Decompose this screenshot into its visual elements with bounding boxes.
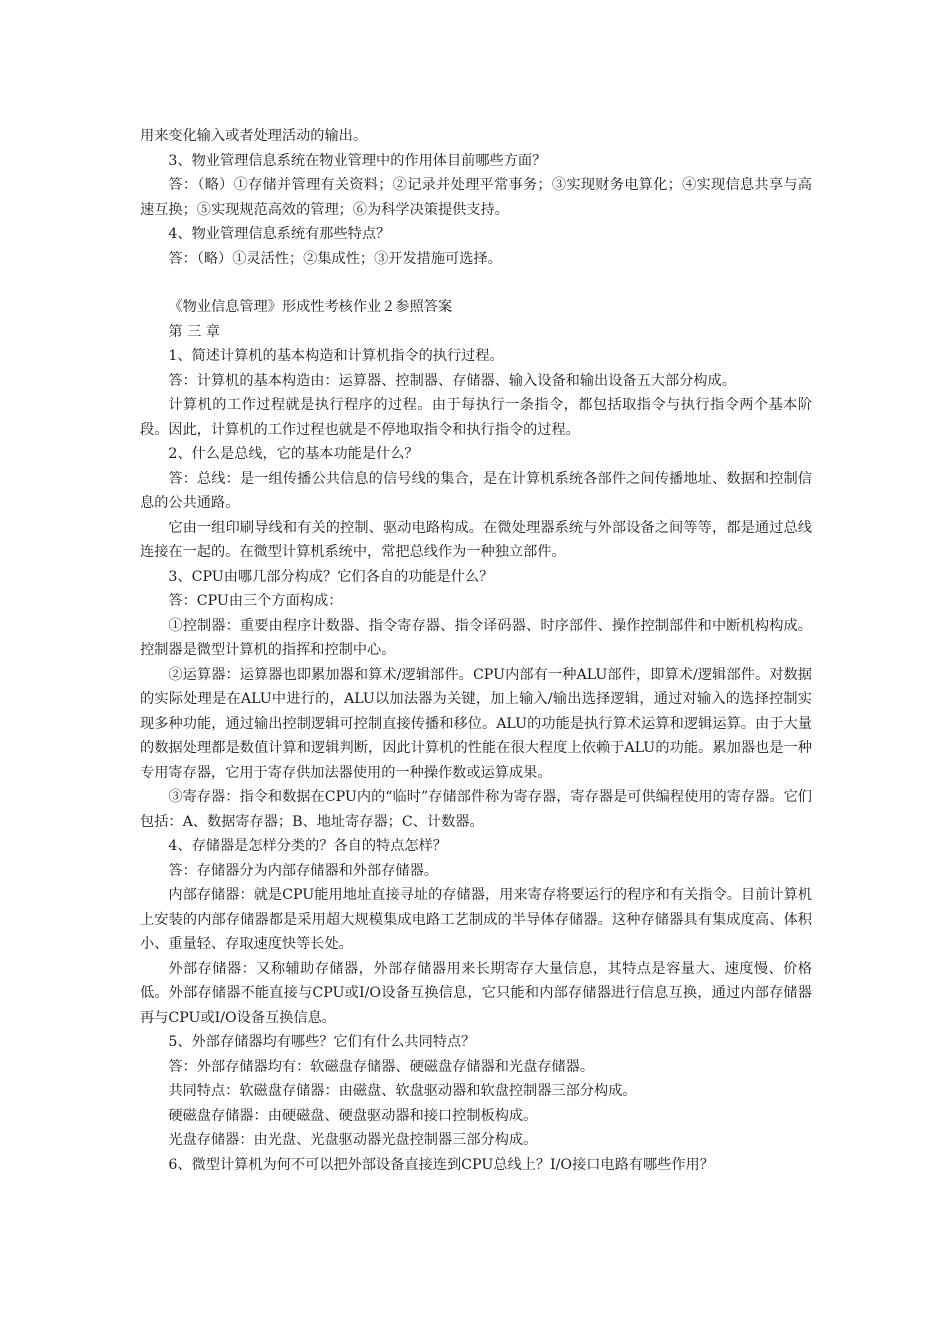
answer-paragraph: 答：（略）①灵活性；②集成性；③开发措施可选择。: [168, 250, 502, 267]
document-page: [140, 124, 812, 1177]
answer-paragraph: ②运算器：运算器也即累加器和算术/逻辑部件。CPU内部有一种ALU部件，即算术/逻辑部件。对数据的实际处理是在ALU中进行的，ALU以加法器为关键，加上输入/输出选择逻辑，通过对输入的选择控制实现多种功能，通过输出控制逻辑可控制直接传播和移位。ALU的功能是执行算术运算和逻辑运算。由于大量的数据处理都是数值计算和逻辑判断，因此计算机的性能在很大程度上依赖于ALU的功能。累加器也是一种专用寄存器，它用于寄存供加法器使用的一种操作数或运算成果。: [140, 666, 812, 781]
answer-paragraph: 答：计算机的基本构造由：运算器、控制器、存储器、输入设备和输出设备五大部分构成。: [168, 372, 736, 389]
question-heading: 3、物业管理信息系统在物业管理中的作用体目前哪些方面？: [168, 152, 547, 169]
answer-paragraph: 共同特点：软磁盘存储器：由磁盘、软盘驱动器和软盘控制器三部分构成。: [168, 1083, 637, 1099]
question-heading: 5、外部存储器均有哪些？它们有什么共同特点？: [168, 1034, 476, 1050]
question-heading: 2、什么是总线，它的基本功能是什么？: [168, 446, 419, 462]
answer-paragraph: 答：外部存储器均有：软磁盘存储器、硬磁盘存储器和光盘存储器。: [168, 1058, 595, 1075]
section-title: 《物业信息管理》形成性考核作业２参照答案: [168, 299, 453, 315]
question-heading: 1、简述计算机的基本构造和计算机指令的执行过程。: [168, 348, 504, 364]
answer-paragraph: ①控制器：重要由程序计数器、指令寄存器、指令译码器、时序部件、操作控制部件和中断机构构成。控制器是微型计算机的指挥和控制中心。: [140, 617, 812, 658]
answer-paragraph: 答：CPU由三个方面构成：: [168, 593, 343, 609]
paragraph: 用来变化输入或者处理活动的输出。: [140, 128, 368, 144]
answer-paragraph: 它由一组印刷导线和有关的控制、驱动电路构成。在微处理器系统与外部设备之间等等，都是通过总线连接在一起的。在微型计算机系统中，常把总线作为一种独立部件。: [140, 519, 812, 560]
question-heading: 4、物业管理信息系统有那些特点？: [168, 226, 391, 242]
answer-paragraph: 外部存储器：又称辅助存储器，外部存储器用来长期寄存大量信息，其特点是容量大、速度慢、价格低。外部存储器不能直接与CPU或I/O设备互换信息，它只能和内部存储器进行信息互换，通过内部存储器再与CPU或I/O设备互换信息。: [140, 960, 812, 1026]
question-heading: 6、微型计算机为何不可以把外部设备直接连到CPU总线上？I/O接口电路有哪些作用？: [168, 1156, 714, 1173]
question-heading: 3、CPU由哪几部分构成？它们各自的功能是什么？: [168, 568, 494, 585]
chapter-heading: 第 三 章: [168, 323, 220, 340]
blank-line: [140, 271, 812, 295]
answer-paragraph: ③寄存器：指令和数据在CPU内的“临时”存储部件称为寄存器，寄存器是可供编程使用的寄存器。它们包括：A、数据寄存器；B、地址寄存器；C、计数器。: [140, 789, 812, 830]
answer-paragraph: 计算机的工作过程就是执行程序的过程。由于每执行一条指令，都包括取指令与执行指令两个基本阶段。因此，计算机的工作过程也就是不停地取指令和执行指令的过程。: [140, 397, 812, 438]
answer-paragraph: 答：存储器分为内部存储器和外部存储器。: [168, 862, 438, 879]
answer-paragraph: 答：总线：是一组传播公共信息的信号线的集合，是在计算机系统各部件之间传播地址、数据和控制信息的公共通路。: [140, 470, 812, 511]
question-heading: 4、存储器是怎样分类的？各自的特点怎样？: [168, 838, 447, 854]
answer-paragraph: 内部存储器：就是CPU能用地址直接寻址的存储器，用来寄存将要运行的程序和有关指令。目前计算机上安装的内部存储器都是采用超大规模集成电路工艺制成的半导体存储器。这种存储器具有集成度高、体积小、重量轻、存取速度快等长处。: [140, 887, 812, 952]
answer-paragraph: 答：（略）①存储并管理有关资料；②记录并处理平常事务；③实现财务电算化；④实现信息共享与高速互换；⑤实现规范高效的管理；⑥为科学决策提供支持。: [140, 177, 812, 218]
answer-paragraph: 硬磁盘存储器：由硬磁盘、硬盘驱动器和接口控制板构成。: [168, 1107, 538, 1124]
answer-paragraph: 光盘存储器：由光盘、光盘驱动器光盘控制器三部分构成。: [168, 1132, 538, 1148]
